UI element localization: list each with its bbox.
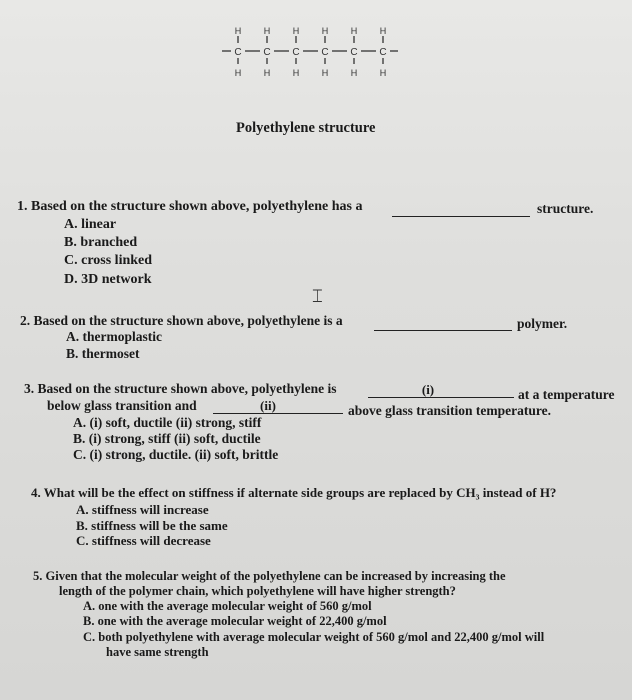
question-3-blank-2-label: (ii) [260,398,276,413]
polyethylene-structure-diagram [218,22,408,82]
hydrogen-top-3: H [321,26,329,36]
question-1-option-a[interactable]: A. linear [64,217,117,232]
carbon-0: C [234,47,242,58]
hydrogen-bottom-0: H [234,68,242,78]
question-1-option-d[interactable]: D. 3D network [64,272,152,287]
question-1-stem: 1. Based on the structure shown above, polyethylene has a [17,199,363,214]
question-4-option-a[interactable]: A. stiffness will increase [76,502,209,517]
hydrogen-bottom-2: H [292,68,300,78]
text-cursor-icon: ⌶ [312,286,323,306]
question-3-stem: 3. Based on the structure shown above, polyethylene is [24,381,337,396]
question-5-option-c-continued: have same strength [106,645,209,659]
hydrogen-bottom-1: H [263,68,271,78]
question-1-tail: structure. [537,201,594,216]
question-3-line-2: below glass transition and [47,398,197,413]
carbon-4: C [350,47,358,58]
question-2-option-b[interactable]: B. thermoset [66,346,140,361]
question-3-tail-1: at a temperature [518,387,615,402]
question-3-option-c[interactable]: C. (i) strong, ductile. (ii) soft, brittle [73,447,279,462]
carbon-2: C [292,47,300,58]
question-4-stem: 4. What will be the effect on stiffness if alternate side groups are replaced by CH₃ instead of H? [31,485,557,500]
question-3-option-b[interactable]: B. (i) strong, stiff (ii) soft, ductile [73,431,261,446]
question-1-option-c[interactable]: C. cross linked [64,253,153,268]
question-5-option-b[interactable]: B. one with the average molecular weight of 22,400 g/mol [83,614,387,628]
structure-caption: Polyethylene structure [236,120,376,136]
hydrogen-top-1: H [263,26,271,36]
carbon-3: C [321,47,329,58]
question-2-tail: polymer. [517,316,568,331]
carbon-5: C [379,47,387,58]
question-5-stem-line-1: 5. Given that the molecular weight of the polyethylene can be increased by increasing the [33,569,506,583]
hydrogen-top-2: H [292,26,300,36]
question-3-tail-2: above glass transition temperature. [348,403,551,418]
question-2-stem: 2. Based on the structure shown above, polyethylene is a [20,313,343,328]
question-3-option-a[interactable]: A. (i) soft, ductile (ii) strong, stiff [73,415,262,430]
hydrogen-top-5: H [379,26,387,36]
carbon-1: C [263,47,271,58]
question-2-blank[interactable] [374,317,512,331]
hydrogen-bottom-5: H [379,68,387,78]
question-3-blank-1-label: (i) [421,382,435,397]
question-4-option-c[interactable]: C. stiffness will decrease [76,533,211,548]
hydrogen-bottom-4: H [350,68,358,78]
question-5-stem-line-2: length of the polymer chain, which polyethylene will have higher strength? [59,584,456,598]
question-5-option-a[interactable]: A. one with the average molecular weight of 560 g/mol [83,599,372,613]
question-5-option-c[interactable]: C. both polyethylene with average molecular weight of 560 g/mol and 22,400 g/mol will [83,630,545,644]
question-1-blank[interactable] [392,203,530,217]
question-4-option-b[interactable]: B. stiffness will be the same [76,518,228,533]
hydrogen-top-0: H [234,26,242,36]
hydrogen-top-4: H [350,26,358,36]
question-2-option-a[interactable]: A. thermoplastic [66,329,162,344]
hydrogen-bottom-3: H [321,68,329,78]
question-1-option-b[interactable]: B. branched [64,235,138,250]
